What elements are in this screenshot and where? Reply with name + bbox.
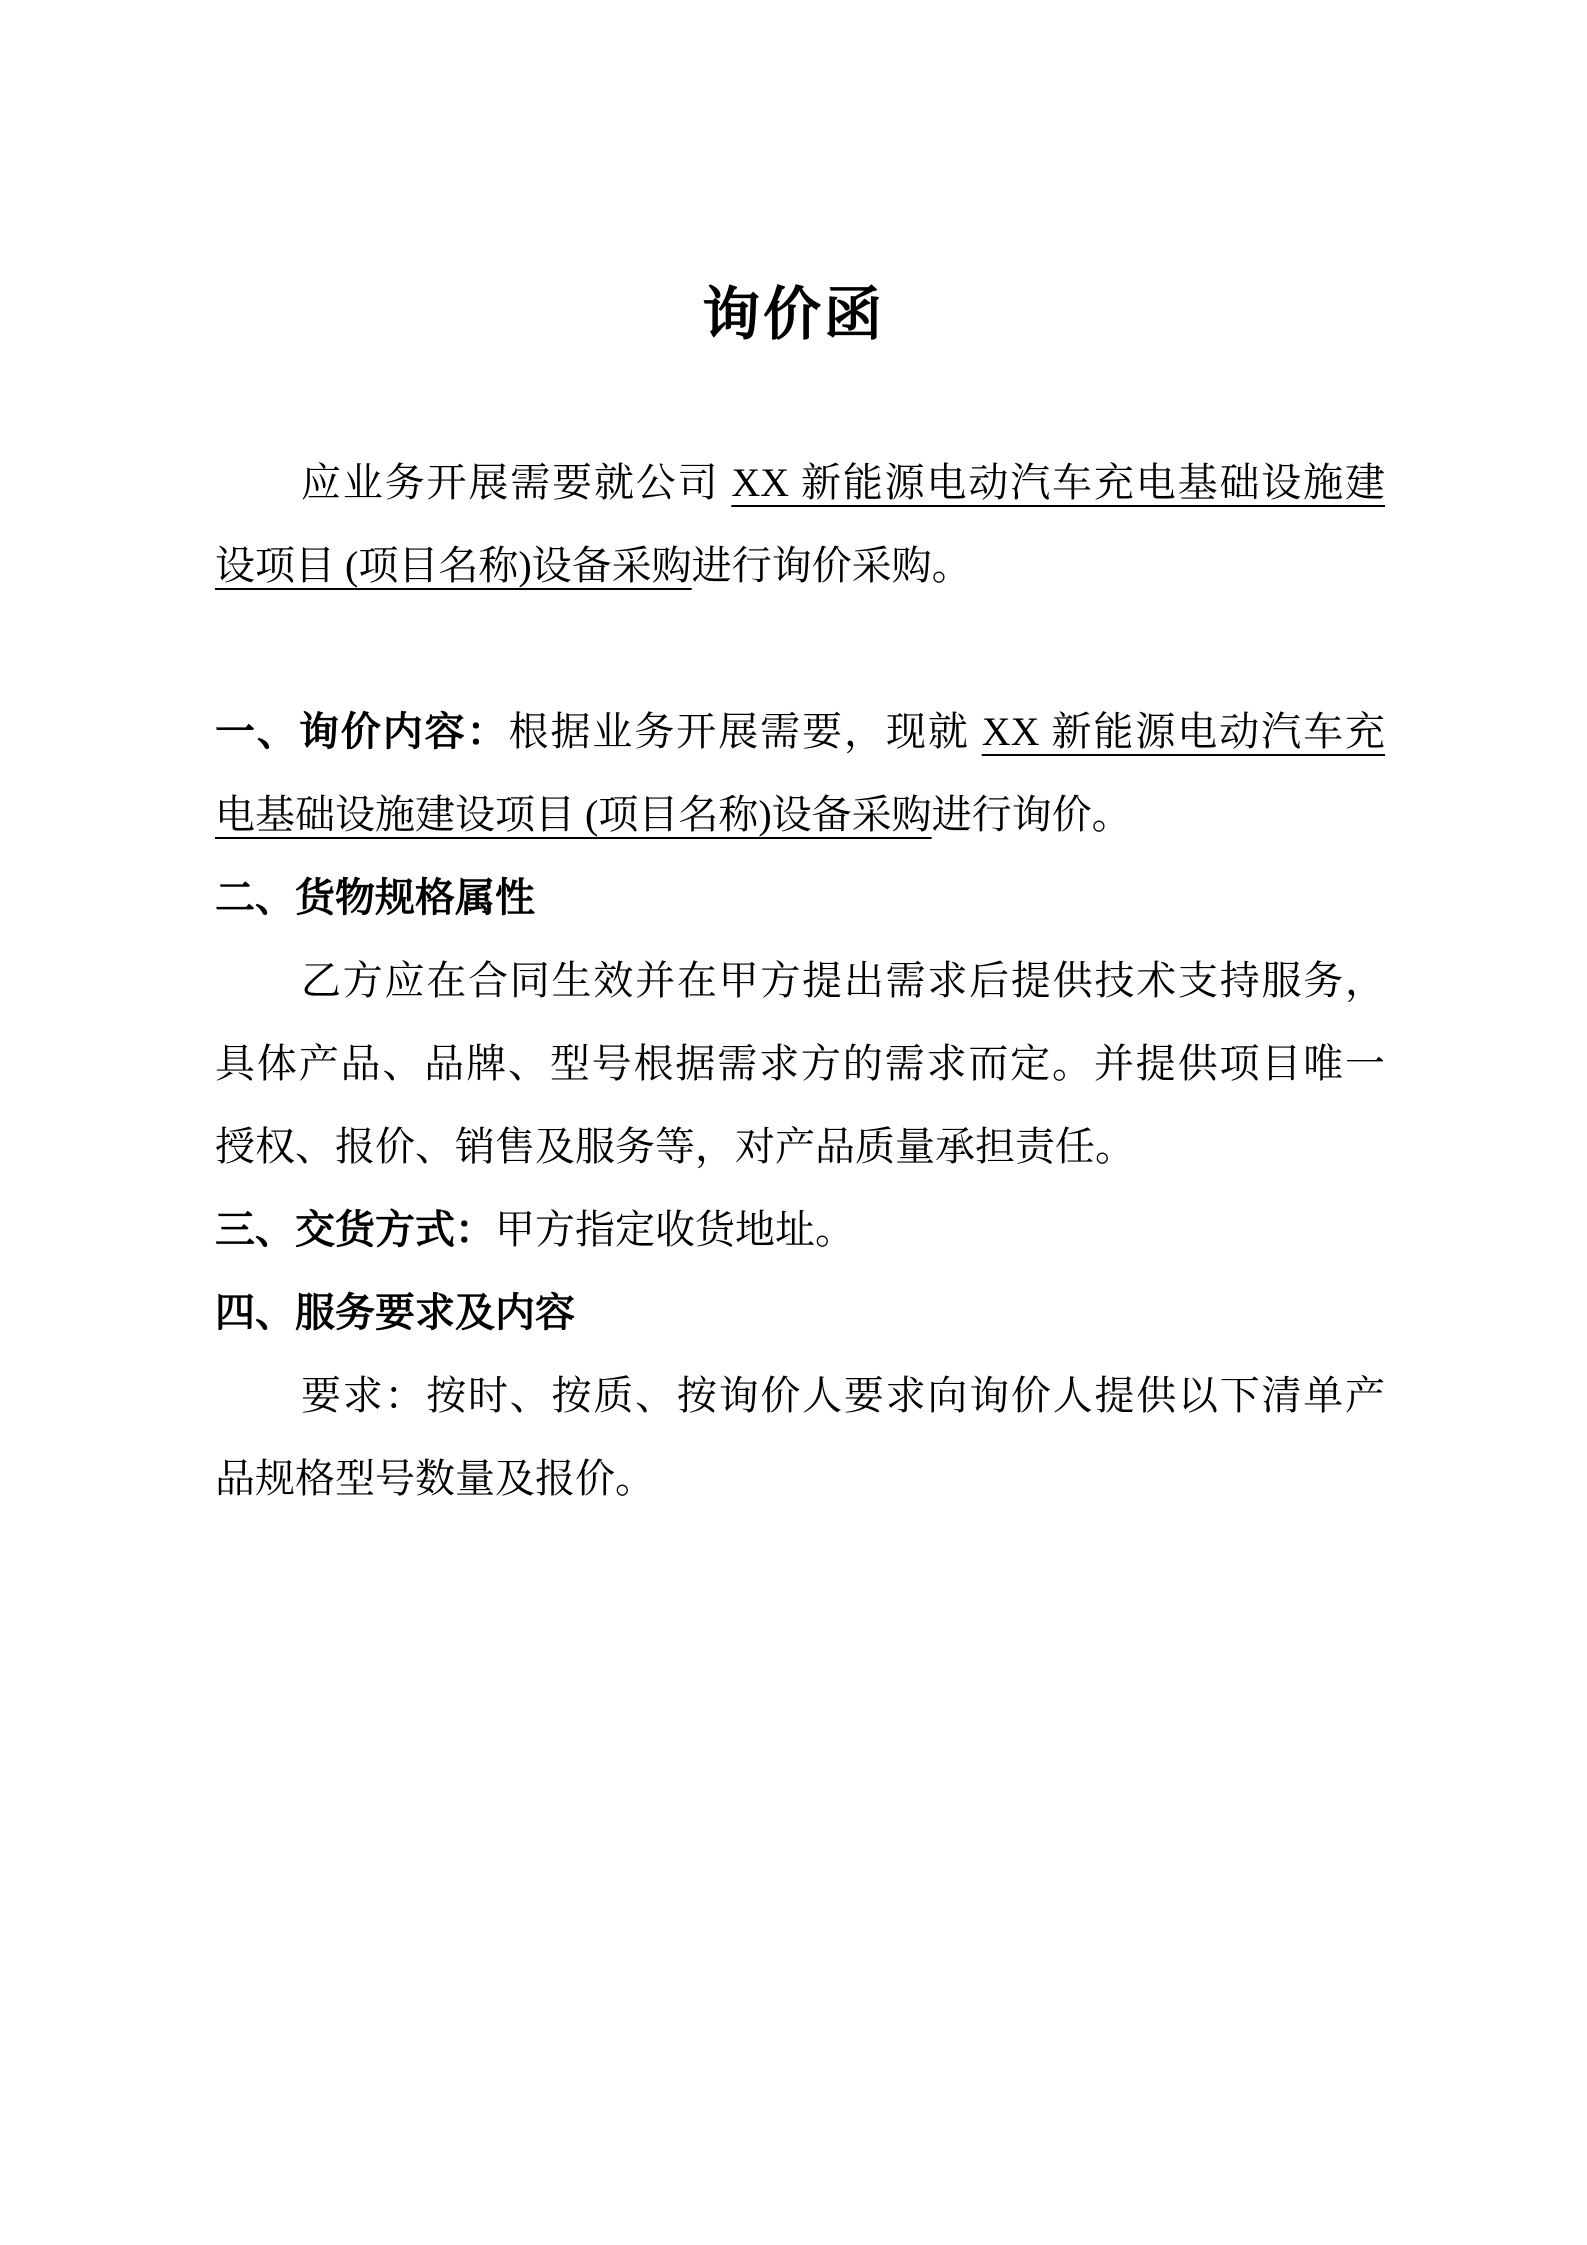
text-run: 具体产品、品牌、型号根据需求方的需求而定。并提供项目唯一 (215, 1041, 1385, 1086)
text-line (215, 1437, 1385, 1520)
text-line (215, 1188, 1385, 1271)
text-run: 要求：按时、按质、按询价人要求向询价人提供以下清单产 (301, 1373, 1385, 1418)
text-line (215, 524, 1385, 607)
blank-line (215, 607, 1385, 690)
underlined-text-run: XX 新能源电动汽车充电基础设施建 (731, 460, 1385, 505)
text-line (215, 690, 1385, 773)
text-run: 品规格型号数量及报价。 (215, 1456, 655, 1501)
text-run: 授权、报价、销售及服务等，对产品质量承担责任。 (215, 1124, 1135, 1169)
text-run: 应业务开展需要就公司 (301, 460, 732, 505)
text-line (215, 856, 1385, 939)
text-run: 乙方应在合同生效并在甲方提出需求后提供技术支持服务， (301, 958, 1385, 1003)
heading-text-run: 一、询价内容： (215, 709, 509, 754)
heading-text-run: 四、服务要求及内容 (215, 1290, 575, 1335)
text-line (215, 939, 1385, 1022)
text-run: 进行询价采购。 (691, 543, 972, 588)
underlined-text-run: 设项目 (项目名称)设备采购 (215, 543, 692, 588)
document-title: 询价函 (701, 282, 885, 347)
heading-text-run: 三、交货方式： (215, 1207, 495, 1252)
underlined-text-run: XX 新能源电动汽车充 (981, 709, 1386, 754)
text-line (215, 1354, 1385, 1437)
document-body (215, 441, 1385, 1520)
text-line (215, 1271, 1385, 1354)
heading-text-run: 二、货物规格属性 (215, 875, 535, 920)
underlined-text-run: 电基础设施建设项目 (项目名称)设备采购 (215, 792, 932, 837)
text-line (215, 1022, 1385, 1105)
text-run: 甲方指定收货地址。 (495, 1207, 855, 1252)
text-run: 进行询价。 (931, 792, 1132, 837)
text-run: 根据业务开展需要，现就 (508, 709, 982, 754)
text-line (215, 773, 1385, 856)
text-line (215, 441, 1385, 524)
text-line (215, 1105, 1385, 1188)
